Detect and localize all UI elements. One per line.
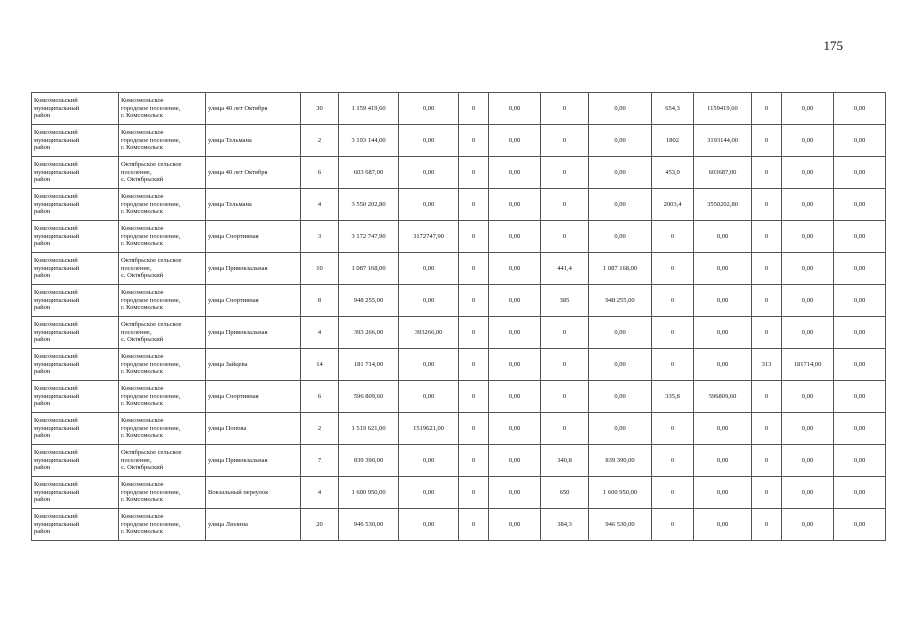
cell-cost-d: 0,00 [782,477,834,509]
cell-area-b: 0 [541,189,589,221]
cell-cost-c: 0,00 [694,445,752,477]
cell-area-a: 0 [459,221,489,253]
cell-cost-other: 0,00 [834,477,886,509]
cell-settlement: Октябрьское сельское поселение, с. Октябрьский [119,317,206,349]
cell-cost-roof: 0,00 [399,125,459,157]
cell-area-b: 0 [541,221,589,253]
cell-cost-roof: 3172747,90 [399,221,459,253]
cell-settlement: Октябрьское сельское поселение, с. Октябрьский [119,157,206,189]
cell-settlement: Комсомольское городское поселение, г. Комсомольск [119,189,206,221]
cell-cost-roof: 0,00 [399,509,459,541]
cell-total-cost: 603 687,00 [339,157,399,189]
cell-house: 6 [301,157,339,189]
cell-cost-c: 0,00 [694,509,752,541]
cell-house: 8 [301,285,339,317]
table-row [32,509,886,541]
cell-street: улица Спортивная [206,381,301,413]
cell-area-b: 441,4 [541,253,589,285]
cell-district: Комсомольский муниципальный район [32,253,119,285]
cell-cost-d: 0,00 [782,125,834,157]
cell-house: 3 [301,221,339,253]
cell-cost-a: 0,00 [489,477,541,509]
cell-cost-c: 0,00 [694,221,752,253]
cell-cost-b: 1 600 950,00 [589,477,652,509]
cell-street: улица 40 лет Октября [206,157,301,189]
cell-area-c: 453,9 [652,157,694,189]
cell-street: Вокзальный переулок [206,477,301,509]
cell-area-a: 0 [459,93,489,125]
cell-cost-d: 0,00 [782,157,834,189]
cell-area-d: 0 [752,157,782,189]
cell-cost-other: 0,00 [834,509,886,541]
cell-cost-a: 0,00 [489,189,541,221]
cell-settlement: Октябрьское сельское поселение, с. Октябрьский [119,445,206,477]
cell-area-d: 0 [752,125,782,157]
cell-street: улица Спортивная [206,285,301,317]
cell-total-cost: 393 266,00 [339,317,399,349]
cell-cost-roof: 393266,00 [399,317,459,349]
cell-cost-b: 0,00 [589,317,652,349]
cell-cost-roof: 0,00 [399,445,459,477]
cell-area-a: 0 [459,285,489,317]
cell-settlement: Октябрьское сельское поселение, с. Октябрьский [119,253,206,285]
cell-area-b: 0 [541,125,589,157]
table-row [32,445,886,477]
cell-district: Комсомольский муниципальный район [32,285,119,317]
page-number: 175 [823,38,843,53]
cell-area-a: 0 [459,381,489,413]
table-row [32,221,886,253]
cell-area-c: 335,8 [652,381,694,413]
cell-house: 14 [301,349,339,381]
cell-district: Комсомольский муниципальный район [32,413,119,445]
cell-settlement: Комсомольское городское поселение, г. Комсомольск [119,221,206,253]
cell-area-b: 384,3 [541,509,589,541]
cell-total-cost: 3 193 144,00 [339,125,399,157]
table-row [32,285,886,317]
cell-area-c: 0 [652,445,694,477]
table-row [32,125,886,157]
cell-cost-a: 0,00 [489,93,541,125]
cell-cost-b: 839 390,00 [589,445,652,477]
cell-district: Комсомольский муниципальный район [32,349,119,381]
cell-cost-c: 603687,00 [694,157,752,189]
cell-area-d: 313 [752,349,782,381]
cell-cost-b: 0,00 [589,413,652,445]
cell-district: Комсомольский муниципальный район [32,445,119,477]
cell-area-c: 654,3 [652,93,694,125]
cell-area-c: 0 [652,317,694,349]
cell-area-d: 0 [752,221,782,253]
cell-area-c: 2003,4 [652,189,694,221]
cell-cost-other: 0,00 [834,349,886,381]
cell-cost-c: 3550202,80 [694,189,752,221]
cell-total-cost: 1 600 950,00 [339,477,399,509]
cell-house: 30 [301,93,339,125]
cell-cost-other: 0,00 [834,125,886,157]
cell-cost-other: 0,00 [834,317,886,349]
cell-house: 20 [301,509,339,541]
cell-area-c: 0 [652,285,694,317]
cell-area-d: 0 [752,253,782,285]
cell-district: Комсомольский муниципальный район [32,221,119,253]
cell-area-c: 0 [652,253,694,285]
cell-cost-b: 0,00 [589,93,652,125]
cell-cost-c: 0,00 [694,477,752,509]
cell-area-c: 0 [652,413,694,445]
cell-cost-a: 0,00 [489,157,541,189]
cell-total-cost: 1 087 168,00 [339,253,399,285]
cell-cost-d: 0,00 [782,445,834,477]
cell-total-cost: 946 530,00 [339,509,399,541]
table-row [32,317,886,349]
cell-area-b: 385 [541,285,589,317]
cell-cost-roof: 0,00 [399,477,459,509]
cell-cost-roof: 0,00 [399,253,459,285]
cell-area-a: 0 [459,253,489,285]
cell-cost-d: 0,00 [782,93,834,125]
cell-cost-c: 0,00 [694,317,752,349]
cell-area-c: 0 [652,477,694,509]
cell-district: Комсомольский муниципальный район [32,509,119,541]
cell-cost-d: 0,00 [782,253,834,285]
cell-district: Комсомольский муниципальный район [32,93,119,125]
cell-house: 4 [301,189,339,221]
cell-area-b: 0 [541,157,589,189]
table-row [32,381,886,413]
cell-cost-roof: 0,00 [399,285,459,317]
cell-street: улица Тельмана [206,189,301,221]
cell-street: улица Привокзальная [206,445,301,477]
cell-cost-other: 0,00 [834,93,886,125]
cell-district: Комсомольский муниципальный район [32,317,119,349]
cell-house: 4 [301,477,339,509]
cell-cost-a: 0,00 [489,221,541,253]
cell-cost-c: 0,00 [694,285,752,317]
cell-settlement: Комсомольское городское поселение, г. Комсомольск [119,381,206,413]
cell-settlement: Комсомольское городское поселение, г. Комсомольск [119,477,206,509]
cell-cost-roof: 0,00 [399,349,459,381]
cell-cost-b: 948 255,00 [589,285,652,317]
cell-area-b: 340,8 [541,445,589,477]
cell-cost-b: 0,00 [589,125,652,157]
cell-street: улица Зайцева [206,349,301,381]
cell-area-c: 0 [652,509,694,541]
cell-cost-b: 0,00 [589,349,652,381]
cell-cost-c: 596809,60 [694,381,752,413]
cell-total-cost: 839 390,00 [339,445,399,477]
cell-cost-roof: 0,00 [399,381,459,413]
cell-cost-other: 0,00 [834,253,886,285]
cell-cost-other: 0,00 [834,445,886,477]
cell-total-cost: 181 714,00 [339,349,399,381]
cell-cost-a: 0,00 [489,349,541,381]
cell-cost-d: 0,00 [782,381,834,413]
cell-area-a: 0 [459,125,489,157]
cell-area-a: 0 [459,509,489,541]
cell-area-d: 0 [752,317,782,349]
table-row [32,93,886,125]
cell-street: улица Привокзальная [206,317,301,349]
cell-area-b: 0 [541,349,589,381]
cell-area-d: 0 [752,413,782,445]
cell-cost-a: 0,00 [489,445,541,477]
cell-street: улица Люлина [206,509,301,541]
cell-area-b: 0 [541,317,589,349]
cell-cost-other: 0,00 [834,157,886,189]
cell-area-a: 0 [459,157,489,189]
table-row [32,253,886,285]
cell-settlement: Комсомольское городское поселение, г. Комсомольск [119,285,206,317]
cell-area-d: 0 [752,285,782,317]
cell-cost-a: 0,00 [489,317,541,349]
cell-house: 4 [301,317,339,349]
cell-house: 2 [301,413,339,445]
cell-area-d: 0 [752,477,782,509]
cell-area-b: 0 [541,93,589,125]
cell-cost-d: 0,00 [782,413,834,445]
table-row [32,189,886,221]
cell-cost-b: 946 530,00 [589,509,652,541]
cell-cost-d: 181714,00 [782,349,834,381]
cell-cost-roof: 0,00 [399,157,459,189]
cell-street: улица Спортивная [206,221,301,253]
cell-cost-d: 0,00 [782,285,834,317]
cell-cost-a: 0,00 [489,125,541,157]
table-row [32,477,886,509]
cell-settlement: Комсомольское городское поселение, г. Комсомольск [119,413,206,445]
cell-area-b: 650 [541,477,589,509]
cell-cost-d: 0,00 [782,509,834,541]
cell-area-d: 0 [752,445,782,477]
cell-cost-roof: 0,00 [399,93,459,125]
cell-cost-other: 0,00 [834,285,886,317]
cell-house: 2 [301,125,339,157]
cell-cost-other: 0,00 [834,381,886,413]
cell-house: 6 [301,381,339,413]
cell-cost-other: 0,00 [834,221,886,253]
cell-area-a: 0 [459,189,489,221]
cell-area-d: 0 [752,381,782,413]
cell-cost-a: 0,00 [489,509,541,541]
cell-cost-b: 0,00 [589,189,652,221]
cell-settlement: Комсомольское городское поселение, г. Комсомольск [119,509,206,541]
cell-cost-b: 0,00 [589,381,652,413]
register-table [31,92,886,541]
cell-cost-other: 0,00 [834,189,886,221]
cell-cost-other: 0,00 [834,413,886,445]
cell-total-cost: 1 519 621,00 [339,413,399,445]
table-row [32,349,886,381]
cell-settlement: Комсомольское городское поселение, г. Комсомольск [119,349,206,381]
cell-total-cost: 3 550 202,80 [339,189,399,221]
cell-settlement: Комсомольское городское поселение, г. Комсомольск [119,93,206,125]
cell-cost-c: 0,00 [694,413,752,445]
cell-house: 7 [301,445,339,477]
cell-cost-a: 0,00 [489,285,541,317]
cell-cost-b: 0,00 [589,157,652,189]
cell-cost-c: 3193144,00 [694,125,752,157]
cell-area-d: 0 [752,189,782,221]
cell-street: улица Попова [206,413,301,445]
cell-street: улица Привокзальная [206,253,301,285]
cell-cost-roof: 0,00 [399,189,459,221]
cell-area-d: 0 [752,509,782,541]
cell-cost-roof: 1519621,00 [399,413,459,445]
cell-cost-c: 1159419,60 [694,93,752,125]
cell-area-c: 0 [652,349,694,381]
cell-district: Комсомольский муниципальный район [32,381,119,413]
cell-area-a: 0 [459,477,489,509]
cell-district: Комсомольский муниципальный район [32,157,119,189]
cell-area-a: 0 [459,317,489,349]
table-row [32,413,886,445]
cell-area-a: 0 [459,445,489,477]
table-row [32,157,886,189]
cell-total-cost: 596 809,60 [339,381,399,413]
cell-total-cost: 948 255,00 [339,285,399,317]
cell-cost-a: 0,00 [489,413,541,445]
cell-cost-d: 0,00 [782,221,834,253]
cell-street: улица 40 лет Октября [206,93,301,125]
cell-settlement: Комсомольское городское поселение, г. Комсомольск [119,125,206,157]
cell-area-d: 0 [752,93,782,125]
cell-area-a: 0 [459,413,489,445]
cell-district: Комсомольский муниципальный район [32,189,119,221]
cell-area-b: 0 [541,381,589,413]
cell-cost-d: 0,00 [782,317,834,349]
cell-cost-c: 0,00 [694,253,752,285]
cell-street: улица Тельмана [206,125,301,157]
cell-area-c: 1802 [652,125,694,157]
cell-district: Комсомольский муниципальный район [32,477,119,509]
cell-cost-c: 0,00 [694,349,752,381]
cell-house: 10 [301,253,339,285]
cell-area-c: 0 [652,221,694,253]
cell-cost-b: 0,00 [589,221,652,253]
cell-cost-a: 0,00 [489,381,541,413]
cell-area-b: 0 [541,413,589,445]
cell-area-a: 0 [459,349,489,381]
cell-total-cost: 1 159 419,60 [339,93,399,125]
cell-total-cost: 3 172 747,90 [339,221,399,253]
cell-cost-a: 0,00 [489,253,541,285]
cell-cost-d: 0,00 [782,189,834,221]
cell-cost-b: 1 087 168,00 [589,253,652,285]
cell-district: Комсомольский муниципальный район [32,125,119,157]
